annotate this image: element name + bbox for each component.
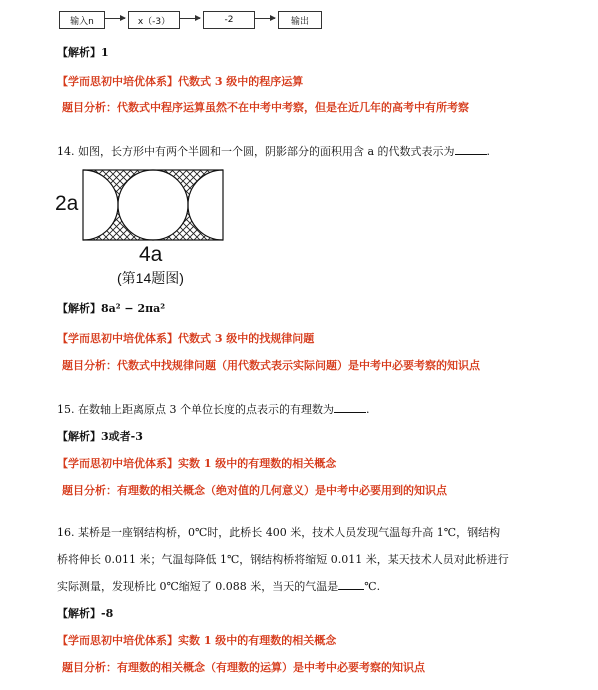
analysis-15: 题目分析：有理数的相关概念（绝对值的几何意义）是中考中必要用到的知识点 — [62, 484, 447, 497]
flow-arrow — [180, 18, 200, 19]
question-16-line-1: 16. 某桥是一座钢结构桥，0℃时，此桥长 400 米，技术人员发现气温每升高 1℃，钢结构 — [57, 526, 501, 539]
figure-caption: (第14题图) — [117, 270, 184, 286]
flow-step-multiply: x（-3） — [128, 11, 180, 29]
question-16-line-2: 桥将伸长 0.011 米；气温每降低 1℃，钢结构桥将缩短 0.011 米，某天技术人员对此桥进行 — [57, 553, 509, 566]
answer-label: 【解析】 — [57, 46, 101, 59]
flow-step-output: 输出 — [278, 11, 322, 29]
system-note-14: 【学而思初中培优体系】代数式 3 级中的找规律问题 — [57, 332, 315, 345]
question-end: ℃. — [364, 580, 381, 593]
answer-value: -8 — [101, 607, 114, 620]
question-16-line-3 — [57, 578, 380, 594]
answer-blank — [338, 579, 364, 590]
answer-13 — [57, 44, 109, 60]
analysis-16: 题目分析：有理数的相关概念（有理数的运算）是中考中必要考察的知识点 — [62, 661, 425, 674]
system-note-13: 【学而思初中培优体系】代数式 3 级中的程序运算 — [57, 75, 304, 88]
flow-step-subtract: -2 — [203, 11, 255, 29]
answer-14 — [57, 300, 165, 316]
question-text: 实际测量，发现桥比 0℃缩短了 0.088 米，当天的气温是 — [57, 580, 339, 593]
figure-shaded-region — [83, 170, 223, 240]
flow-step-input: 输入n — [59, 11, 105, 29]
system-note-15: 【学而思初中培优体系】实数 1 级中的有理数的相关概念 — [57, 457, 337, 470]
question-text: 15. 在数轴上距离原点 3 个单位长度的点表示的有理数为 — [57, 403, 334, 416]
answer-blank — [455, 144, 487, 155]
answer-value: 3或者-3 — [101, 430, 143, 443]
flow-arrow — [255, 18, 275, 19]
program-flowchart — [59, 6, 329, 30]
system-note-16: 【学而思初中培优体系】实数 1 级中的有理数的相关概念 — [57, 634, 337, 647]
answer-16 — [57, 605, 113, 621]
analysis-14: 题目分析：代数式中找规律问题（用代数式表示实际问题）是中考中必要考察的知识点 — [62, 359, 480, 372]
flow-arrow — [105, 18, 125, 19]
figure-bottom-label: 4a — [139, 243, 163, 266]
question-15 — [57, 401, 369, 417]
answer-blank — [334, 402, 366, 413]
answer-15 — [57, 428, 143, 444]
answer-value: 1 — [101, 46, 109, 59]
answer-label: 【解析】 — [57, 607, 101, 620]
figure-left-label: 2a — [55, 192, 79, 215]
question-end: . — [365, 403, 370, 416]
question-14 — [57, 143, 490, 159]
analysis-13: 题目分析：代数式中程序运算虽然不在中考中考察，但是在近几年的高考中有所考察 — [62, 101, 469, 114]
answer-label: 【解析】 — [57, 302, 101, 315]
answer-value: 8a² − 2πa² — [101, 302, 166, 315]
answer-label: 【解析】 — [57, 430, 101, 443]
question-text: 14. 如图，长方形中有两个半圆和一个圆，阴影部分的面积用含 a 的代数式表示为 — [57, 145, 455, 158]
question-end: . — [486, 145, 491, 158]
